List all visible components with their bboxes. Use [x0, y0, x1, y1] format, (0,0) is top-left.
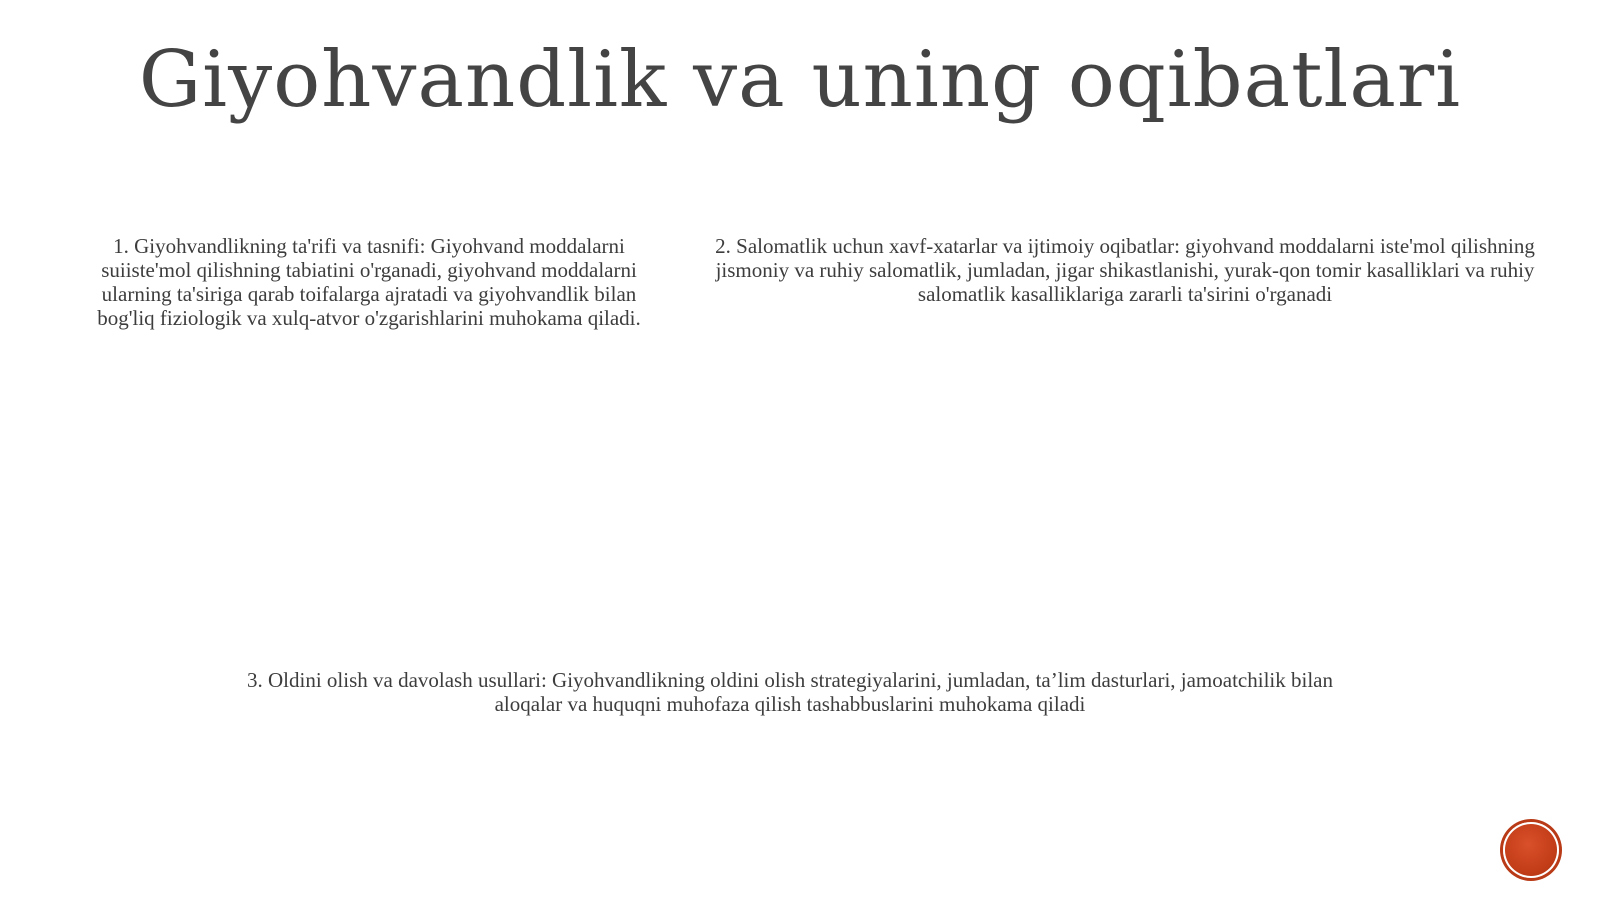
red-circle-button-icon[interactable]: [1503, 822, 1559, 878]
slide-title: Giyohvandlik va uning oqibatlari: [138, 35, 1462, 125]
bullet-point-prevention: 3. Oldini olish va davolash usullari: Giyohvandlikning oldini olish strategiyalarini, jumladan, ta’lim dasturlari, jamoatchilik bilan aloqalar va huquqni muhofaza qilish tashabbuslarini muhokama qiladi: [247, 668, 1333, 716]
bullet-point-health-risks: 2. Salomatlik uchun xavf-xatarlar va ijtimoiy oqibatlar: giyohvand moddalarni iste'mol qilishning jismoniy va ruhiy salomatlik, jumladan, jigar shikastlanishi, yurak-qon tomir kasalliklari va ruhiy salomatlik kasalliklariga zararli ta'sirini o'rganadi: [715, 234, 1535, 306]
bullet-point-definition: 1. Giyohvandlikning ta'rifi va tasnifi: Giyohvand moddalarni suiiste'mol qilishning tabiatini o'rganadi, giyohvand moddalarni ularning ta'siriga qarab toifalarga ajratadi va giyohvandlik bilan bog'liq fiziologik va xulq-atvor o'zgarishlarini muhokama qiladi.: [97, 234, 641, 330]
